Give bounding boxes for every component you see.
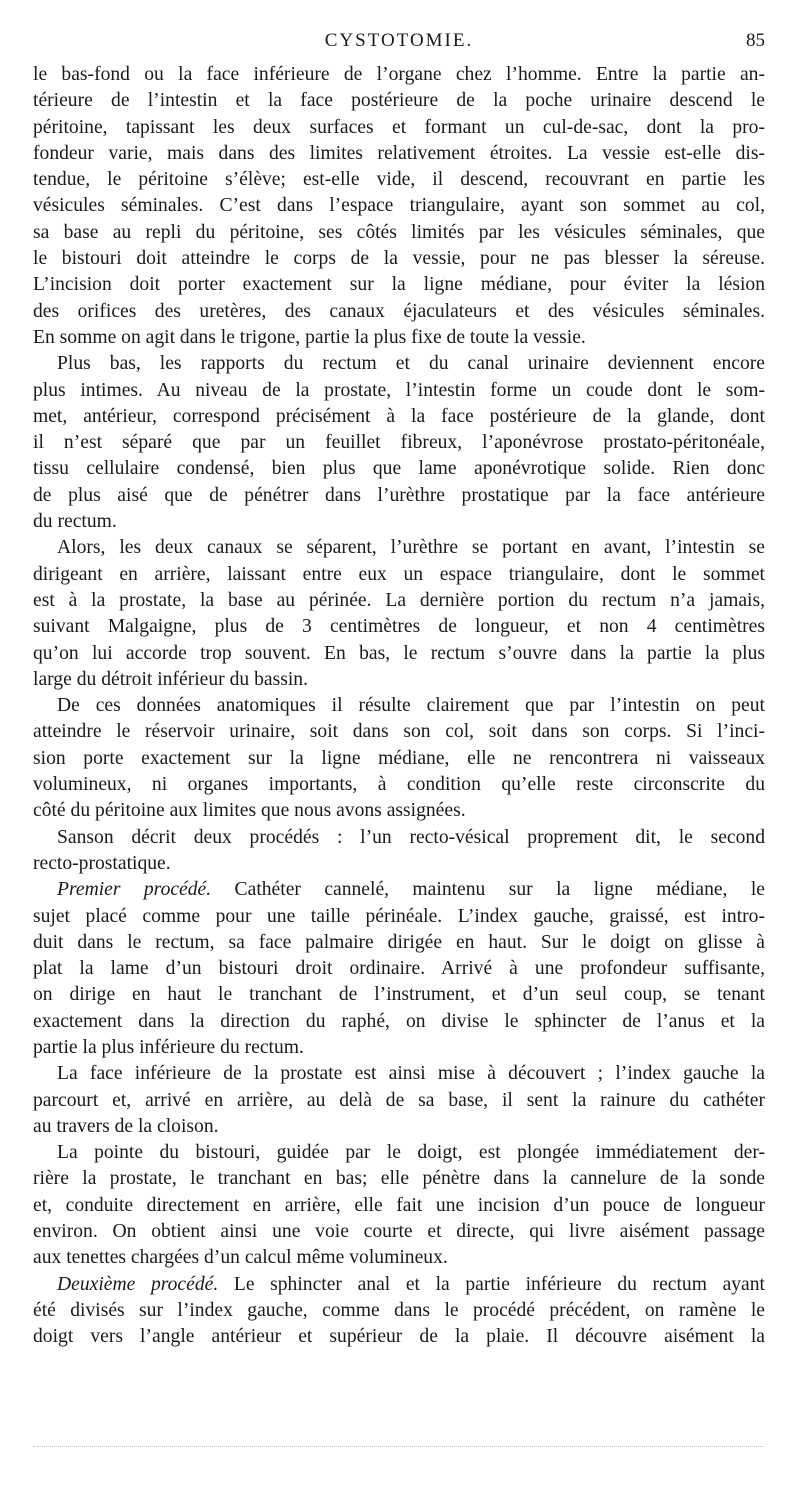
text-line [33, 562, 765, 588]
text-line [33, 641, 765, 667]
text-line [33, 982, 765, 1008]
text-line [33, 62, 765, 88]
text-line [33, 509, 765, 535]
line-text: volumineux, ni organes importants, à condition qu’elle reste circonscrite du [33, 774, 765, 796]
running-header [33, 30, 765, 56]
line-text: doigt vers l’angle antérieur et supérieur de la plaie. Il découvre aisément la [33, 1326, 765, 1348]
line-text: des orifices des uretères, des canaux éjaculateurs et des vésicules séminales. [33, 300, 765, 322]
text-line [33, 1009, 765, 1035]
text-line [33, 456, 765, 482]
text-line [33, 115, 765, 141]
line-text: dirigeant en arrière, laissant entre eux un espace triangulaire, dont le sommet [33, 563, 765, 585]
line-text: La pointe du bistouri, guidée par le doigt, est plongée immédiatement der- [57, 1142, 765, 1164]
text-line [33, 1088, 765, 1114]
text-line [33, 325, 765, 351]
line-text: Cathéter cannelé, maintenu sur la ligne médiane, le [211, 879, 765, 901]
line-text: de plus aisé que de pénétrer dans l’urèthre prostatique par la face antérieure [33, 484, 765, 506]
text-line [33, 404, 765, 430]
line-text: du rectum. [33, 511, 117, 533]
line-text: aux tenettes chargées d’un calcul même volumineux. [33, 1247, 448, 1269]
text-line [33, 299, 765, 325]
line-text: large du détroit inférieur du bassin. [33, 668, 308, 690]
line-text: plus intimes. Au niveau de la prostate, l’intestin forme un coude dont le som- [33, 379, 765, 401]
text-line [33, 220, 765, 246]
line-text: côté du péritoine aux limites que nous avons assignées. [33, 800, 466, 822]
text-line [33, 719, 765, 745]
text-line [33, 193, 765, 219]
line-text: exactement dans la direction du raphé, on divise le sphincter de l’anus et la [33, 1010, 765, 1032]
text-line [33, 904, 765, 930]
text-line [33, 1114, 765, 1140]
text-line [33, 1193, 765, 1219]
line-text: Le sphincter anal et la partie inférieure du rectum ayant [218, 1273, 765, 1295]
line-text: La face inférieure de la prostate est ainsi mise à découvert ; l’index gauche la [57, 1063, 765, 1085]
text-line [33, 1140, 765, 1166]
text-line [33, 1219, 765, 1245]
text-line [33, 956, 765, 982]
text-line [33, 1166, 765, 1192]
text-line [33, 930, 765, 956]
line-text: sa base au repli du péritoine, ses côtés limités par les vésicules séminales, que [33, 221, 765, 243]
line-text: été divisés sur l’index gauche, comme dans le procédé précédent, on ramène le [33, 1299, 765, 1321]
text-line [33, 693, 765, 719]
text-line [33, 614, 765, 640]
line-text: atteindre le réservoir urinaire, soit dans son col, soit dans son corps. Si l’inci- [33, 721, 765, 743]
line-text: on dirige en haut le tranchant de l’instrument, et d’un seul coup, se tenant [33, 984, 765, 1006]
line-text: suivant Malgaigne, plus de 3 centimètres de longueur, et non 4 centimètres [33, 616, 765, 638]
line-text: qu’on lui accorde trop souvent. En bas, le rectum s’ouvre dans la partie la plus [33, 642, 765, 664]
line-text: recto-prostatique. [33, 852, 171, 874]
text-line [33, 772, 765, 798]
text-line [33, 746, 765, 772]
line-text: En somme on agit dans le trigone, partie la plus fixe de toute la vessie. [33, 326, 586, 348]
line-text: térieure de l’intestin et la face postérieure de la poche urinaire descend le [33, 90, 765, 112]
text-line [33, 1245, 765, 1271]
text-line [33, 1324, 765, 1350]
run-in-heading: Premier procédé. [57, 879, 212, 901]
text-line [33, 1061, 765, 1087]
line-text: vésicules séminales. C’est dans l’espace triangulaire, ayant son sommet au col, [33, 195, 765, 217]
line-text: au travers de la cloison. [33, 1115, 219, 1137]
line-text: Alors, les deux canaux se séparent, l’urèthre se portant en avant, l’intestin se [57, 537, 765, 559]
line-text: plat la lame d’un bistouri droit ordinaire. Arrivé à une profondeur suffisante, [33, 958, 765, 980]
line-text: De ces données anatomiques il résulte clairement que par l’intestin on peut [57, 695, 765, 717]
line-text: Plus bas, les rapports du rectum et du canal urinaire deviennent encore [57, 353, 765, 375]
line-text: parcourt et, arrivé en arrière, au delà de sa base, il sent la rainure du cathéter [33, 1089, 765, 1111]
text-line [33, 246, 765, 272]
line-text: il n’est séparé que par un feuillet fibreux, l’aponévrose prostato-péritonéale, [33, 432, 765, 454]
line-text: tendue, le péritoine s’élève; est-elle vide, il descend, recouvrant en partie les [33, 169, 765, 191]
text-line [33, 877, 765, 903]
text-line [33, 1298, 765, 1324]
text-line [33, 535, 765, 561]
line-text: Sanson décrit deux procédés : l’un recto-vésical proprement dit, le second [57, 826, 765, 848]
text-line [33, 851, 765, 877]
text-line [33, 667, 765, 693]
line-text: L’incision doit porter exactement sur la ligne médiane, pour éviter la lésion [33, 274, 765, 296]
line-text: environ. On obtient ainsi une voie courte et directe, qui livre aisément passage [33, 1221, 765, 1243]
text-line [33, 351, 765, 377]
body-text [33, 62, 765, 1351]
text-line [33, 588, 765, 614]
text-line [33, 430, 765, 456]
text-line [33, 825, 765, 851]
line-text: sujet placé comme pour une taille périnéale. L’index gauche, graissé, est intro- [33, 905, 765, 927]
line-text: met, antérieur, correspond précisément à la face postérieure de la glande, dont [33, 405, 765, 427]
line-text: fondeur varie, mais dans des limites relativement étroites. La vessie est-elle dis- [33, 142, 765, 164]
run-in-heading: Deuxième procédé. [57, 1273, 219, 1295]
text-line [33, 483, 765, 509]
text-line [33, 88, 765, 114]
text-line [33, 141, 765, 167]
line-text: péritoine, tapissant les deux surfaces et formant un cul-de-sac, dont la pro- [33, 116, 765, 138]
text-line [33, 167, 765, 193]
line-text: et, conduite directement en arrière, elle fait une incision d’un pouce de longueur [33, 1194, 765, 1216]
line-text: est à la prostate, la base au périnée. La dernière portion du rectum n’a jamais, [33, 589, 765, 611]
line-text: sion porte exactement sur la ligne médiane, elle ne rencontrera ni vaisseaux [33, 747, 765, 769]
text-line [33, 272, 765, 298]
line-text: partie la plus inférieure du rectum. [33, 1036, 304, 1058]
line-text: rière la prostate, le tranchant en bas; elle pénètre dans la cannelure de la sonde [33, 1168, 765, 1190]
text-line [33, 798, 765, 824]
line-text: tissu cellulaire condensé, bien plus que lame aponévrotique solide. Rien donc [33, 458, 765, 480]
text-line [33, 1035, 765, 1061]
line-text: le bistouri doit atteindre le corps de la vessie, pour ne pas blesser la séreuse. [33, 248, 765, 270]
line-text: duit dans le rectum, sa face palmaire dirigée en haut. Sur le doigt on glisse à [33, 931, 765, 953]
text-line [33, 1272, 765, 1298]
page-number: 85 [746, 30, 765, 51]
running-title: CYSTOTOMIE. [324, 30, 474, 51]
bottom-rule [33, 1446, 765, 1449]
text-line [33, 378, 765, 404]
line-text: le bas-fond ou la face inférieure de l’organe chez l’homme. Entre la partie an- [33, 64, 765, 85]
